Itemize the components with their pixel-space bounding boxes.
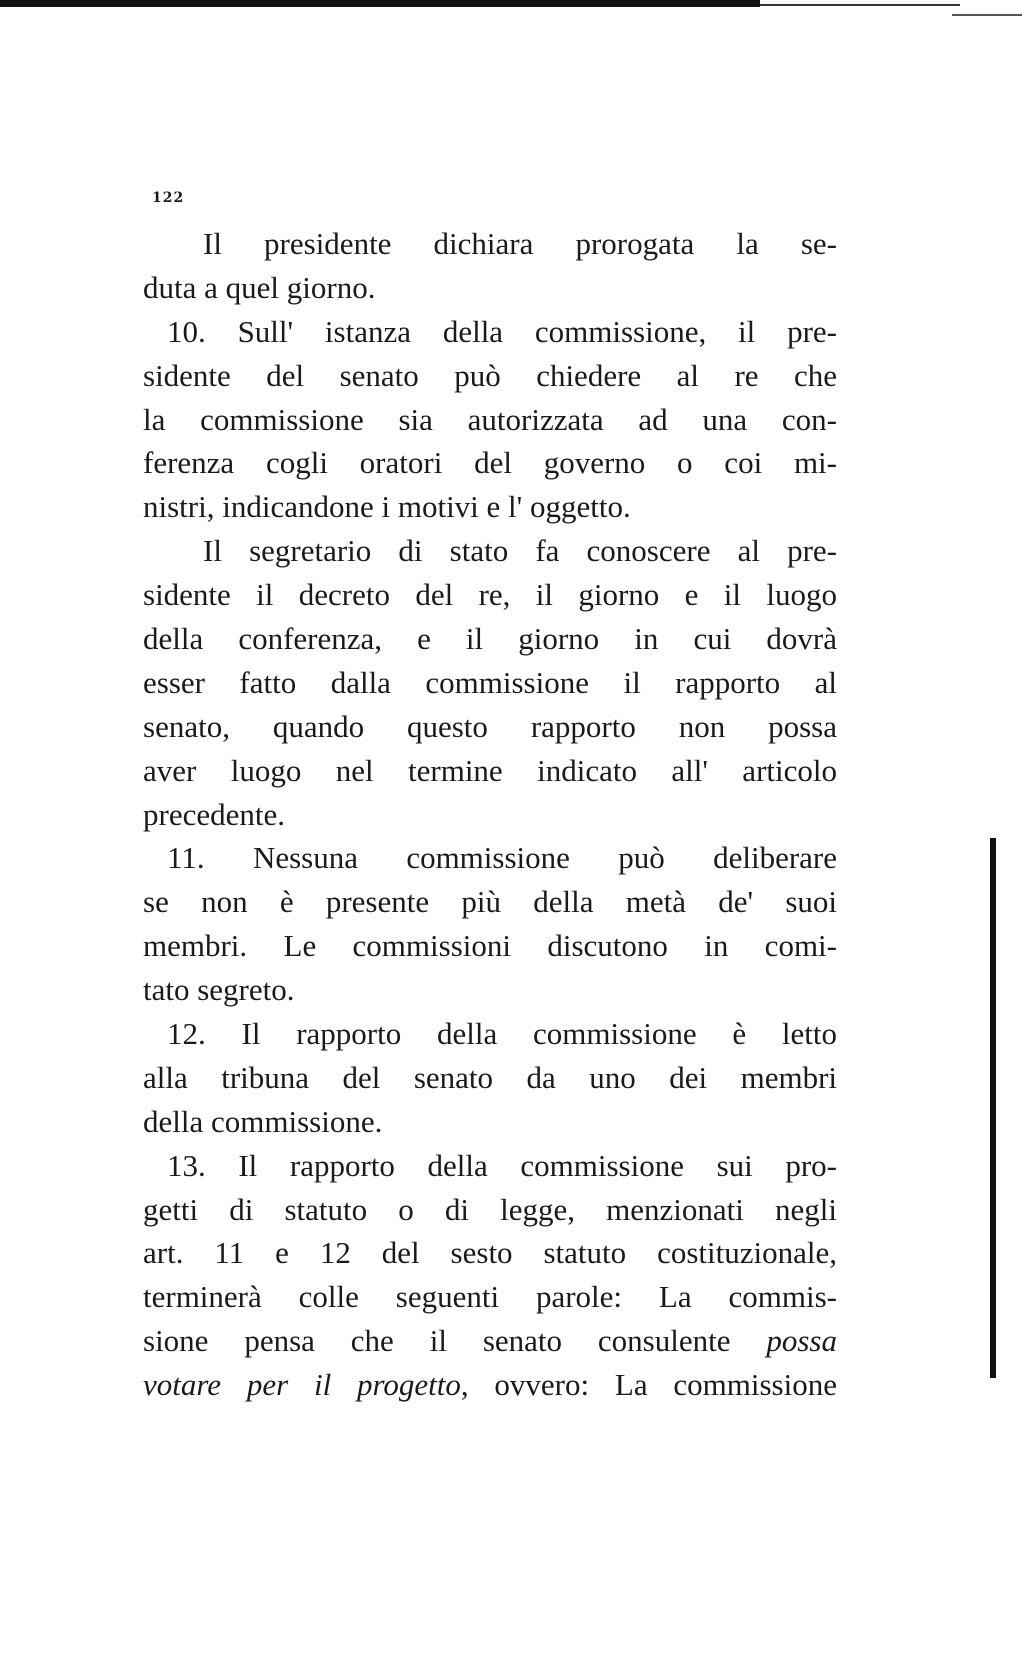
text-line: della conferenza, e il giorno in cui dovrà bbox=[143, 621, 837, 657]
text-line: alla tribuna del senato da uno dei membri bbox=[143, 1059, 837, 1095]
text-line: sidente il decreto del re, il giorno e il luogo bbox=[143, 577, 837, 613]
body-text bbox=[143, 222, 837, 1407]
text-line: Il segretario di stato fa conoscere al pre- bbox=[203, 533, 837, 569]
text-line: 11. Nessuna commissione può deliberare bbox=[167, 840, 837, 876]
text-run: , ovvero: La commissione bbox=[460, 1367, 837, 1403]
text-line: aver luogo nel termine indicato all' articolo bbox=[143, 752, 837, 788]
text-line: art. 11 e 12 del sesto statuto costituzionale, bbox=[143, 1235, 837, 1271]
text-line: 13. Il rapporto della commissione sui pro- bbox=[167, 1147, 837, 1183]
text-line: Il presidente dichiara prorogata la se- bbox=[203, 226, 837, 261]
text-line: duta a quel giorno. bbox=[143, 269, 376, 305]
text-line: 10. Sull' istanza della commissione, il pre- bbox=[167, 313, 837, 349]
text-line: terminerà colle seguenti parole: La commis- bbox=[143, 1279, 837, 1315]
page-number: 122 bbox=[152, 190, 185, 206]
text-line: sidente del senato può chiedere al re che bbox=[143, 357, 837, 393]
text-line: 12. Il rapporto della commissione è letto bbox=[167, 1016, 837, 1052]
top-border-rule bbox=[0, 0, 760, 7]
italic-run: votare per il progetto bbox=[143, 1367, 461, 1403]
text-line: nistri, indicandone i motivi e l' oggetto. bbox=[143, 489, 631, 525]
margin-binding-bar bbox=[990, 838, 996, 1378]
right-border-rule bbox=[952, 14, 1022, 16]
text-line: precedente. bbox=[143, 796, 285, 832]
top-border-rule-thin bbox=[760, 4, 960, 6]
text-line bbox=[143, 1363, 837, 1407]
text-line: senato, quando questo rapporto non possa bbox=[143, 708, 837, 744]
text-line: della commissione. bbox=[143, 1103, 383, 1139]
text-run: sione pensa che il senato consulente bbox=[143, 1323, 767, 1359]
italic-run: possa bbox=[766, 1323, 837, 1359]
text-line: getti di statuto o di legge, menzionati negli bbox=[143, 1191, 837, 1227]
text-line: esser fatto dalla commissione il rapporto al bbox=[143, 664, 837, 700]
text-line: ferenza cogli oratori del governo o coi mi- bbox=[143, 445, 837, 481]
text-line: tato segreto. bbox=[143, 972, 295, 1008]
text-line: la commissione sia autorizzata ad una con- bbox=[143, 401, 837, 437]
text-line: se non è presente più della metà de' suoi bbox=[143, 884, 837, 920]
text-line bbox=[143, 1319, 837, 1363]
text-line: membri. Le commissioni discutono in comi- bbox=[143, 928, 837, 964]
